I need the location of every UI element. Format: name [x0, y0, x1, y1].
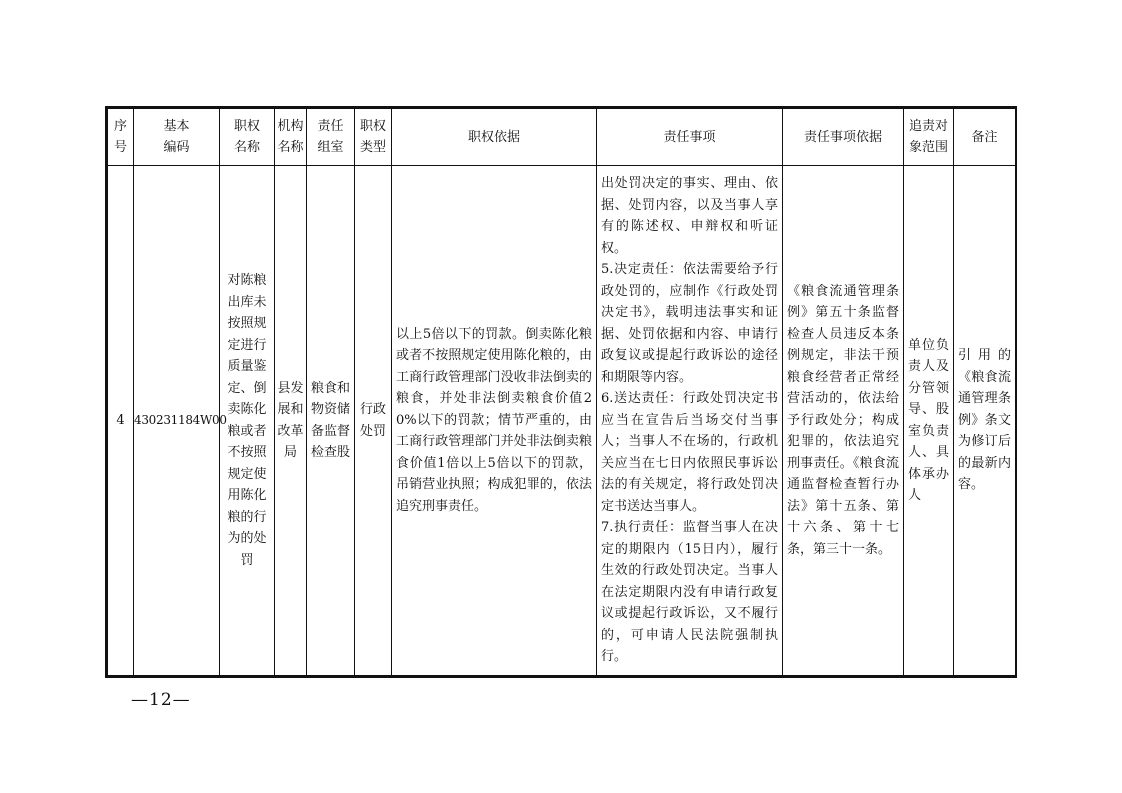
power-responsibility-table	[107, 108, 1016, 676]
table-row	[108, 166, 1016, 676]
header-code: 基本 编码	[134, 109, 220, 166]
cell-org-name: 县发展和改革局	[275, 166, 307, 676]
header-seq: 序 号	[108, 109, 134, 166]
cell-power-type: 行政处罚	[355, 166, 392, 676]
header-remarks: 备注	[954, 109, 1016, 166]
cell-basis: 以上5倍以下的罚款。倒卖陈化粮或者不按照规定使用陈化粮的，由工商行政管理部门没收非法倒卖的粮食，并处非法倒卖粮食价值20%以下的罚款；情节严重的，由工商行政管理部门并处非法倒卖粮食价值1倍以上5倍以下的罚款，吊销营业执照；构成犯罪的，依法追究刑事责任。	[392, 166, 597, 676]
header-power-name: 职权 名称	[220, 109, 275, 166]
cell-dept: 粮食和物资储备监督检查股	[307, 166, 355, 676]
cell-power-name: 对陈粮出库未按照规定进行质量鉴定、倒卖陈化粮或者不按照规定使用陈化粮的行为的处罚	[220, 166, 275, 676]
header-basis: 职权依据	[392, 109, 597, 166]
cell-duties: 出处罚决定的事实、理由、依据、处罚内容，以及当事人享有的陈述权、申辩权和听证权。 5.决定责任：依法需要给予行政处罚的，应制作《行政处罚决定书》，载明违法事实和证据、处罚依据和内容、申请行政复议或提起行政诉讼的途径和期限等内容。 6.送达责任：行政处罚决定书应当在宣告后当场交付当事人；当事人不在场的，行政机关应当在七日内依照民事诉讼法的有关规定，将行政处罚决定书送达当事人。 7.执行责任：监督当事人在决定的期限内（15日内），履行生效的行政处罚决定。当事人在法定期限内没有申请行政复议或提起行政诉讼，又不履行的，可申请人民法院强制执行。	[597, 166, 783, 676]
header-scope: 追责对 象范围	[904, 109, 954, 166]
cell-code: 430231184W00	[134, 166, 220, 676]
cell-seq: 4	[108, 166, 134, 676]
header-duty-basis: 责任事项依据	[783, 109, 904, 166]
header-power-type: 职权 类型	[355, 109, 392, 166]
cell-scope: 单位负责人及分管领导、股室负责人、具体承办人	[904, 166, 954, 676]
header-duties: 责任事项	[597, 109, 783, 166]
header-dept: 责任 组室	[307, 109, 355, 166]
page-number: —12—	[131, 690, 191, 710]
header-org-name: 机构 名称	[275, 109, 307, 166]
table-header-row	[108, 109, 1016, 166]
responsibility-table-frame	[105, 106, 1017, 678]
cell-remarks: 引用的《粮食流通管理条例》条文为修订后的最新内容。	[954, 166, 1016, 676]
cell-duty-basis: 《粮食流通管理条例》第五十条监督检查人员违反本条例规定，非法干预粮食经营者正常经营活动的，依法给予行政处分；构成犯罪的，依法追究刑事责任。《粮食流通监督检查暂行办法》第十五条、第十六条、第十七条，第三十一条。	[783, 166, 904, 676]
